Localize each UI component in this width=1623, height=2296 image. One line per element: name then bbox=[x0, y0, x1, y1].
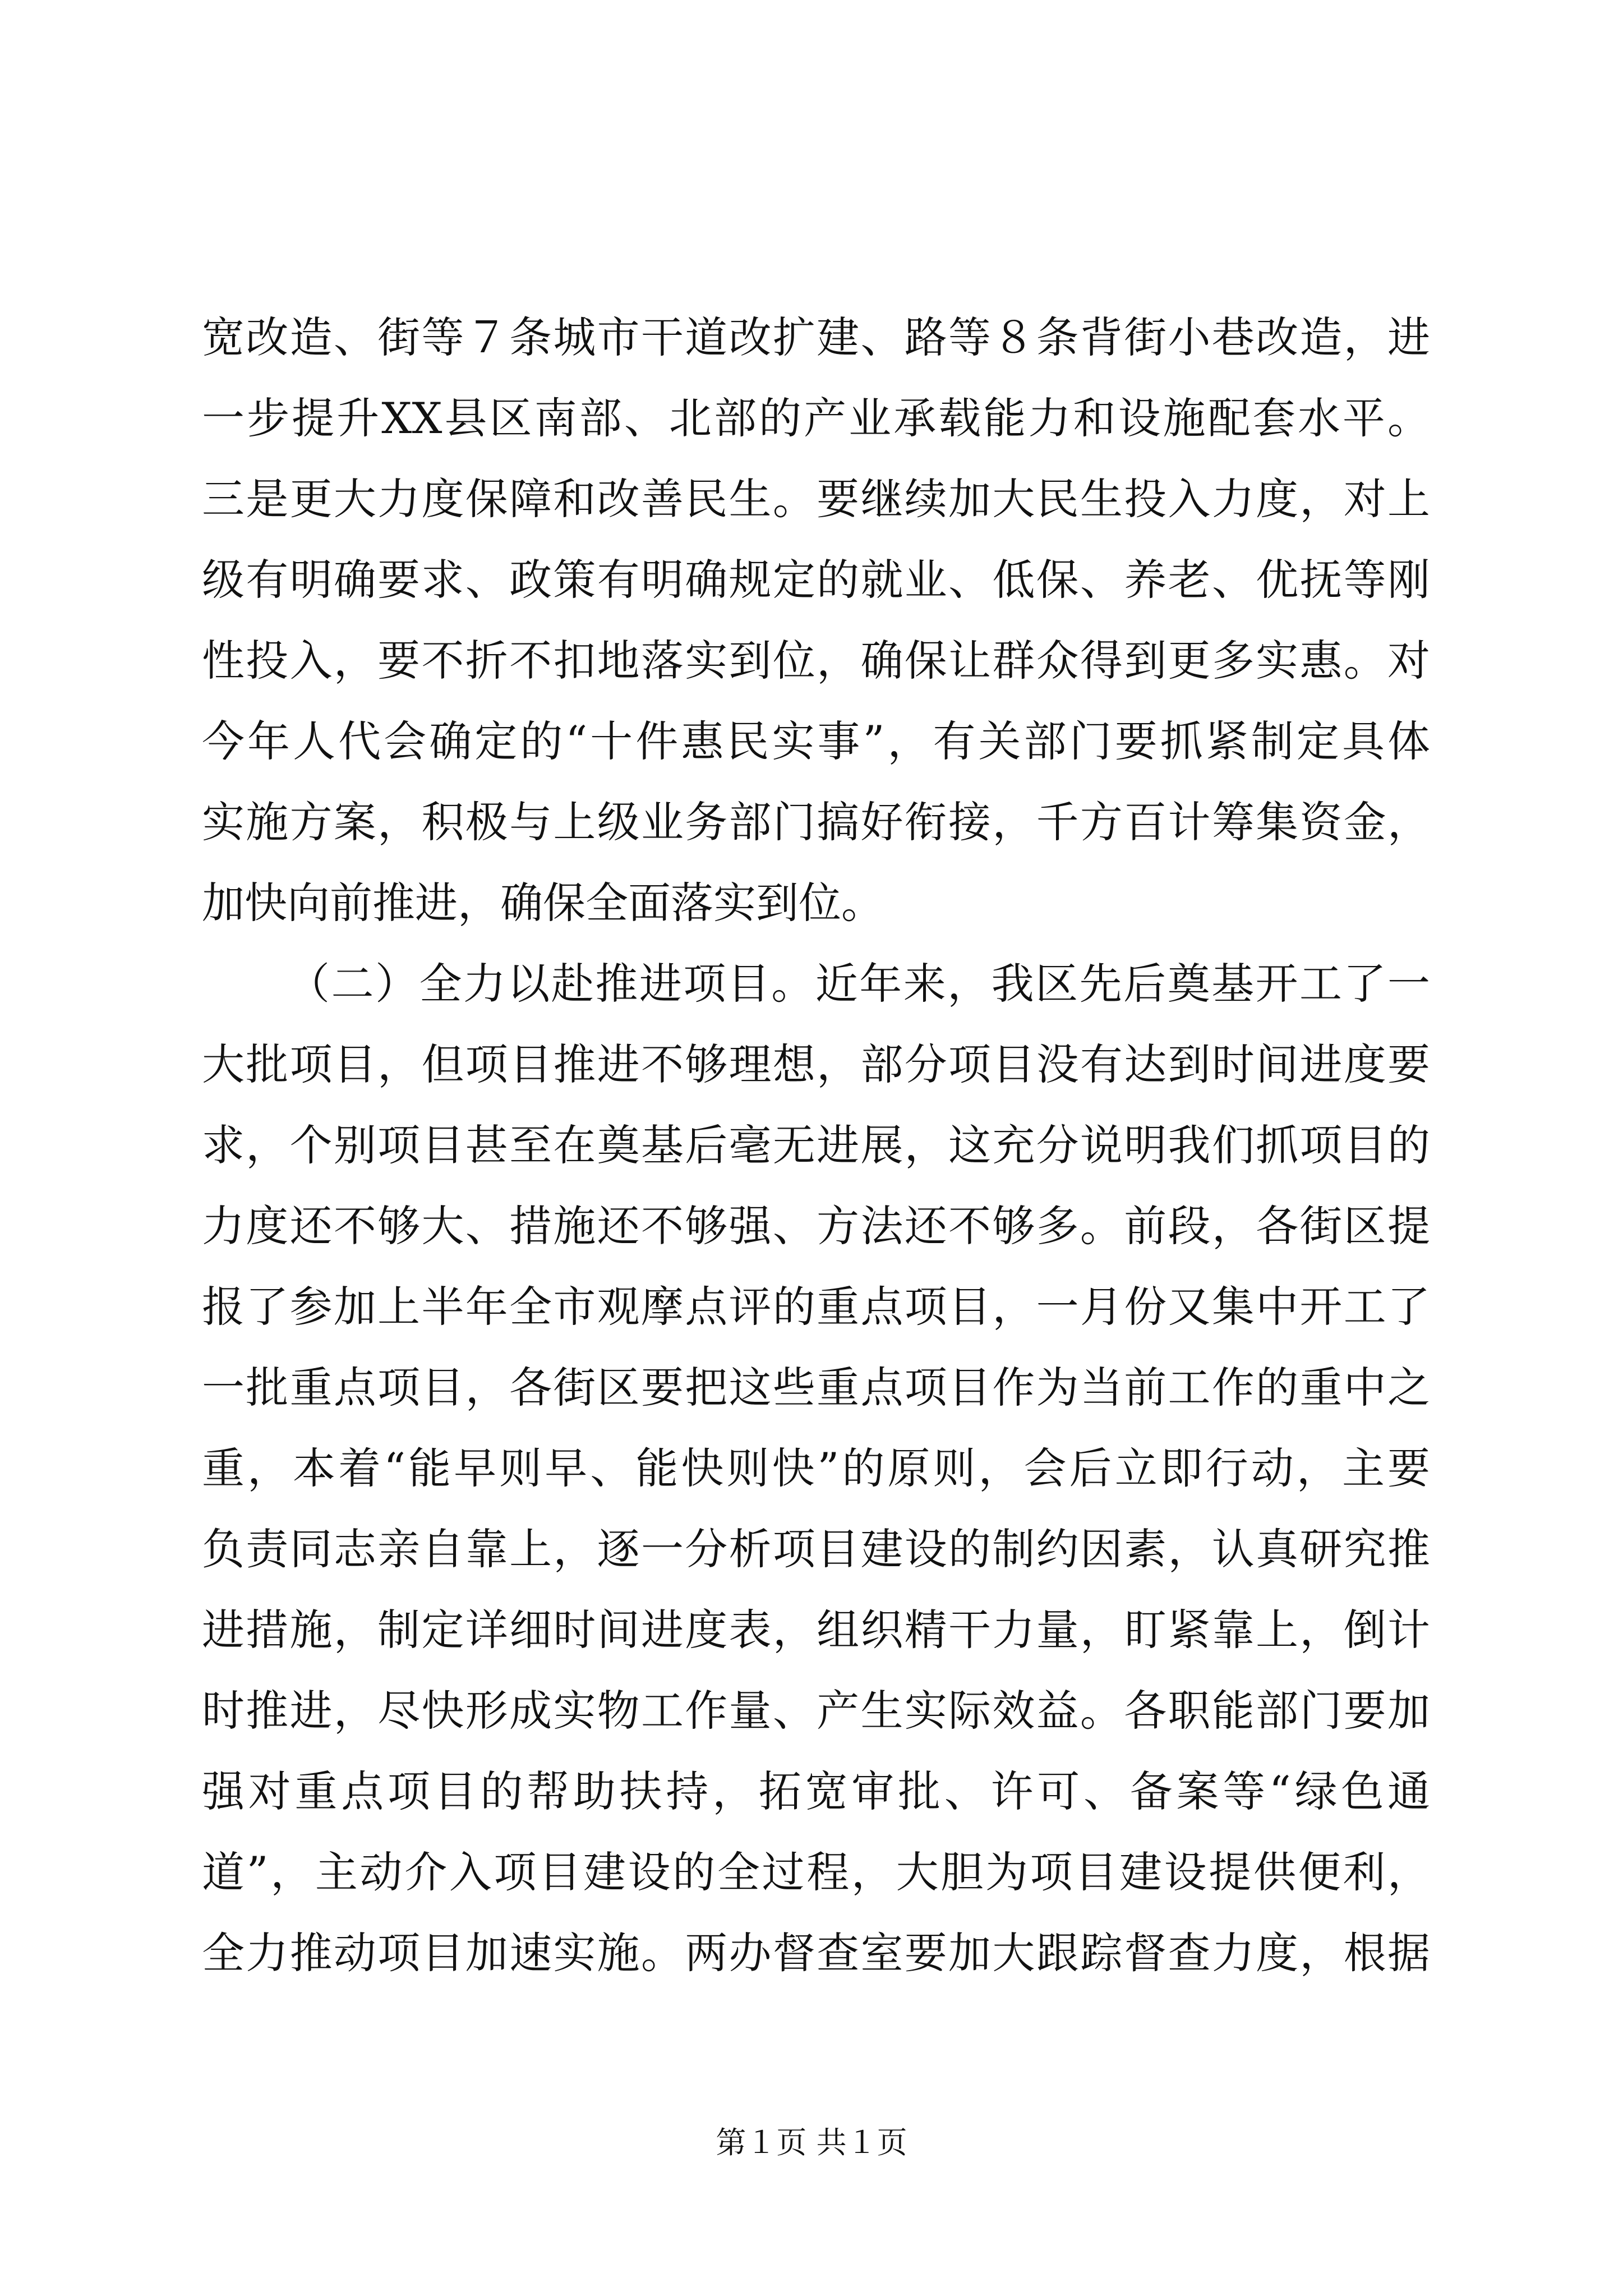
text-line: 今年人代会确定的“十件惠民实事”，有关部门要抓紧制定具体 bbox=[202, 716, 1430, 766]
text-line: 道”，主动介入项目建设的全过程，大胆为项目建设提供便利， bbox=[202, 1847, 1430, 1897]
text-line: 求，个别项目甚至在奠基后毫无进展，这充分说明我们抓项目的 bbox=[202, 1120, 1430, 1170]
text-line: 级有明确要求、政策有明确规定的就业、低保、养老、优抚等刚 bbox=[202, 555, 1430, 605]
text-line: 力度还不够大、措施还不够强、方法还不够多。前段，各街区提 bbox=[202, 1201, 1430, 1251]
text-line: 时推进，尽快形成实物工作量、产生实际效益。各职能部门要加 bbox=[202, 1686, 1430, 1736]
text-line: 全力推动项目加速实施。两办督查室要加大跟踪督查力度，根据 bbox=[202, 1928, 1430, 1978]
text-line: 三是更大力度保障和改善民生。要继续加大民生投入力度，对上 bbox=[202, 474, 1430, 524]
text-line: 一批重点项目，各街区要把这些重点项目作为当前工作的重中之 bbox=[202, 1363, 1430, 1412]
page-footer bbox=[0, 2120, 1623, 2165]
paragraph-heading-line: （二）全力以赴推进项目。近年来，我区先后奠基开工了一 bbox=[287, 959, 1430, 1009]
text-line: 宽改造、街等７条城市干道改扩建、路等８条背街小巷改造，进 bbox=[202, 312, 1430, 362]
text-line: 强对重点项目的帮助扶持，拓宽审批、许可、备案等“绿色通 bbox=[202, 1766, 1430, 1816]
text-line: 加快向前推进，确保全面落实到位。 bbox=[202, 878, 884, 928]
text-line: 性投入，要不折不扣地落实到位，确保让群众得到更多实惠。对 bbox=[202, 636, 1430, 685]
text-line: 一步提升XX县区南部、北部的产业承载能力和设施配套水平。 bbox=[202, 393, 1430, 443]
text-line: 实施方案，积极与上级业务部门搞好衔接，千方百计筹集资金， bbox=[202, 797, 1430, 847]
text-line: 进措施，制定详细时间进度表，组织精干力量，盯紧靠上，倒计 bbox=[202, 1605, 1430, 1655]
page-number-label: 第１页 共１页 bbox=[716, 2125, 907, 2160]
text-line: 负责同志亲自靠上，逐一分析项目建设的制约因素，认真研究推 bbox=[202, 1524, 1430, 1574]
text-line: 重，本着“能早则早、能快则快”的原则，会后立即行动，主要 bbox=[202, 1443, 1430, 1493]
text-line: 报了参加上半年全市观摩点评的重点项目，一月份又集中开工了 bbox=[202, 1282, 1430, 1332]
body-text bbox=[202, 297, 1430, 1994]
text-line: 大批项目，但项目推进不够理想，部分项目没有达到时间进度要 bbox=[202, 1039, 1430, 1089]
